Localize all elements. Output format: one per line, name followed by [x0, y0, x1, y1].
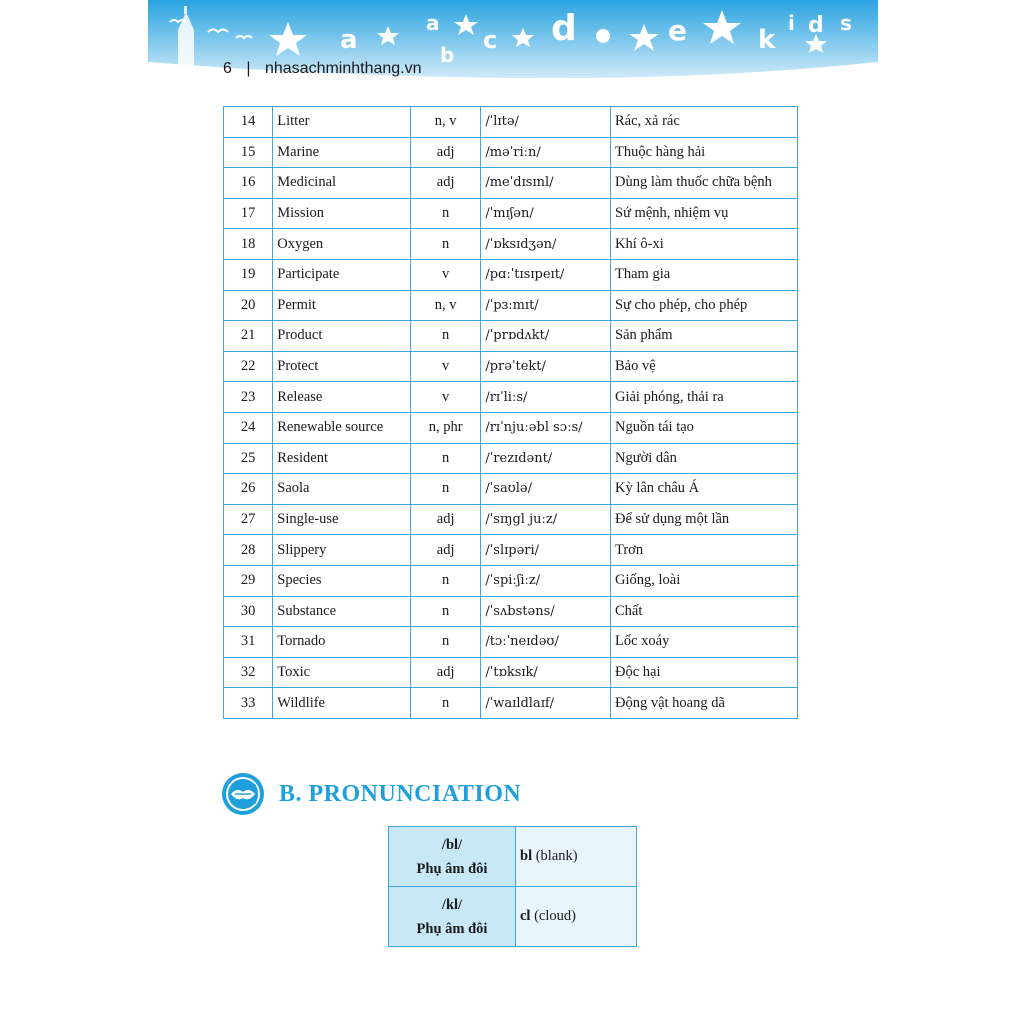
- word: Slippery: [273, 535, 411, 566]
- word: Protect: [273, 351, 411, 382]
- word-type: v: [410, 351, 480, 382]
- row-number: 21: [224, 321, 273, 352]
- row-number: 33: [224, 688, 273, 719]
- word-type: adj: [410, 504, 480, 535]
- ipa-transcription: /ˈrezɪdənt/: [481, 443, 611, 474]
- word: Wildlife: [273, 688, 411, 719]
- sound-cell: [389, 887, 516, 947]
- word-type: adj: [410, 657, 480, 688]
- pron-row: [389, 887, 637, 947]
- row-number: 22: [224, 351, 273, 382]
- svg-text:d: d: [808, 13, 824, 38]
- word: Release: [273, 382, 411, 413]
- vocab-row: [224, 382, 798, 413]
- meaning: Sự cho phép, cho phép: [611, 290, 798, 321]
- header-separator: |: [246, 60, 251, 77]
- row-number: 15: [224, 137, 273, 168]
- vocab-row: [224, 198, 798, 229]
- word: Resident: [273, 443, 411, 474]
- svg-text:i: i: [788, 11, 795, 35]
- example-word: (blank): [532, 848, 578, 864]
- vocab-row: [224, 107, 798, 138]
- row-number: 19: [224, 259, 273, 290]
- meaning: Chất: [611, 596, 798, 627]
- meaning: Kỳ lân châu Á: [611, 474, 798, 505]
- meaning: Dùng làm thuốc chữa bệnh: [611, 168, 798, 199]
- word-type: n, phr: [410, 412, 480, 443]
- meaning: Sản phẩm: [611, 321, 798, 352]
- vocab-row: [224, 535, 798, 566]
- word-type: adj: [410, 137, 480, 168]
- vocab-row: [224, 443, 798, 474]
- ipa-transcription: /ˈmɪʃən/: [481, 198, 611, 229]
- vocab-row: [224, 657, 798, 688]
- word-type: n: [410, 627, 480, 658]
- ipa-transcription: /ˈsʌbstəns/: [481, 596, 611, 627]
- row-number: 17: [224, 198, 273, 229]
- row-number: 24: [224, 412, 273, 443]
- meaning: Giải phóng, thải ra: [611, 382, 798, 413]
- vocab-row: [224, 474, 798, 505]
- book-page: [148, 0, 878, 1024]
- row-number: 31: [224, 627, 273, 658]
- row-number: 18: [224, 229, 273, 260]
- word: Substance: [273, 596, 411, 627]
- page-number: 6: [223, 60, 232, 77]
- vocab-row: [224, 137, 798, 168]
- ipa-transcription: /ˈsɪŋgl juːz/: [481, 504, 611, 535]
- word-type: n, v: [410, 107, 480, 138]
- pron-row: [389, 827, 637, 887]
- ipa-transcription: /məˈriːn/: [481, 137, 611, 168]
- sound: /kl/: [441, 896, 463, 913]
- svg-text:a: a: [426, 11, 440, 35]
- word: Permit: [273, 290, 411, 321]
- ipa-transcription: /ˈprɒdʌkt/: [481, 321, 611, 352]
- vocab-row: [224, 688, 798, 719]
- vocab-row: [224, 627, 798, 658]
- vocab-row: [224, 412, 798, 443]
- meaning: Tham gia: [611, 259, 798, 290]
- word-type: v: [410, 259, 480, 290]
- vocab-row: [224, 565, 798, 596]
- sound-label: Phụ âm đôi: [416, 920, 488, 937]
- word: Participate: [273, 259, 411, 290]
- vocab-row: [224, 229, 798, 260]
- svg-text:e: e: [668, 14, 687, 47]
- word-type: adj: [410, 535, 480, 566]
- word: Species: [273, 565, 411, 596]
- row-number: 28: [224, 535, 273, 566]
- svg-text:k: k: [758, 25, 776, 55]
- word: Renewable source: [273, 412, 411, 443]
- word: Mission: [273, 198, 411, 229]
- ipa-transcription: /ˈsaʊlə/: [481, 474, 611, 505]
- word: Tornado: [273, 627, 411, 658]
- ipa-transcription: /ˈwaɪldlaɪf/: [481, 688, 611, 719]
- speaker-lips-icon: [221, 770, 267, 818]
- ipa-transcription: /rɪˈnjuːəbl sɔːs/: [481, 412, 611, 443]
- ipa-transcription: /ˈpɜːmɪt/: [481, 290, 611, 321]
- word-type: n, v: [410, 290, 480, 321]
- svg-text:d: d: [551, 8, 577, 49]
- meaning: Thuộc hàng hải: [611, 137, 798, 168]
- vocab-row: [224, 351, 798, 382]
- word: Single-use: [273, 504, 411, 535]
- ipa-transcription: /meˈdɪsɪnl/: [481, 168, 611, 199]
- word-type: n: [410, 474, 480, 505]
- word: Marine: [273, 137, 411, 168]
- word-type: n: [410, 229, 480, 260]
- meaning: Khí ô-xi: [611, 229, 798, 260]
- row-number: 32: [224, 657, 273, 688]
- site-name: nhasachminhthang.vn: [264, 60, 422, 77]
- sound-label: Phụ âm đôi: [416, 860, 488, 877]
- sound: /bl/: [441, 836, 463, 853]
- ipa-transcription: /ˈɒksɪdʒən/: [481, 229, 611, 260]
- word: Litter: [273, 107, 411, 138]
- example-word: (cloud): [530, 908, 576, 924]
- word-type: v: [410, 382, 480, 413]
- word-type: n: [410, 688, 480, 719]
- meaning: Độc hại: [611, 657, 798, 688]
- row-number: 30: [224, 596, 273, 627]
- example-letters: bl: [520, 848, 533, 864]
- vocab-row: [224, 504, 798, 535]
- pronunciation-heading: [221, 770, 521, 818]
- row-number: 29: [224, 565, 273, 596]
- word-type: n: [410, 321, 480, 352]
- row-number: 20: [224, 290, 273, 321]
- section-title: B. PRONUNCIATION: [279, 780, 522, 807]
- word: Oxygen: [273, 229, 411, 260]
- ipa-transcription: /ˈlɪtə/: [481, 107, 611, 138]
- row-number: 16: [224, 168, 273, 199]
- row-number: 23: [224, 382, 273, 413]
- word: Saola: [273, 474, 411, 505]
- svg-text:a: a: [340, 25, 358, 55]
- ipa-transcription: /ˈspiːʃiːz/: [481, 565, 611, 596]
- meaning: Động vật hoang dã: [611, 688, 798, 719]
- svg-text:b: b: [440, 43, 455, 67]
- word: Toxic: [273, 657, 411, 688]
- vocabulary-table: [223, 106, 798, 719]
- word-type: n: [410, 198, 480, 229]
- word-type: n: [410, 596, 480, 627]
- word: Medicinal: [273, 168, 411, 199]
- meaning: Người dân: [611, 443, 798, 474]
- ipa-transcription: /tɔːˈneɪdəʊ/: [481, 627, 611, 658]
- vocab-row: [224, 259, 798, 290]
- word-type: n: [410, 565, 480, 596]
- word: Product: [273, 321, 411, 352]
- vocab-row: [224, 290, 798, 321]
- vocab-row: [224, 321, 798, 352]
- vocab-row: [224, 168, 798, 199]
- meaning: Trơn: [611, 535, 798, 566]
- example-letters: cl: [520, 908, 531, 924]
- row-number: 14: [224, 107, 273, 138]
- example-cell: [516, 827, 637, 887]
- row-number: 26: [224, 474, 273, 505]
- ipa-transcription: /pɑːˈtɪsɪpeɪt/: [481, 259, 611, 290]
- ipa-transcription: /ˈtɒksɪk/: [481, 657, 611, 688]
- word-type: adj: [410, 168, 480, 199]
- svg-text:s: s: [840, 11, 852, 35]
- page-header: [223, 60, 422, 78]
- meaning: Sứ mệnh, nhiệm vụ: [611, 198, 798, 229]
- row-number: 27: [224, 504, 273, 535]
- vocab-row: [224, 596, 798, 627]
- pronunciation-table: [388, 826, 637, 947]
- flower-icon: [596, 29, 610, 43]
- meaning: Để sử dụng một lần: [611, 504, 798, 535]
- meaning: Nguồn tái tạo: [611, 412, 798, 443]
- row-number: 25: [224, 443, 273, 474]
- sound-cell: [389, 827, 516, 887]
- meaning: Giống, loài: [611, 565, 798, 596]
- meaning: Bảo vệ: [611, 351, 798, 382]
- ipa-transcription: /rɪˈliːs/: [481, 382, 611, 413]
- ipa-transcription: /ˈslɪpəri/: [481, 535, 611, 566]
- svg-text:c: c: [483, 26, 498, 54]
- example-cell: [516, 887, 637, 947]
- word-type: n: [410, 443, 480, 474]
- ipa-transcription: /prəˈtekt/: [481, 351, 611, 382]
- meaning: Rác, xả rác: [611, 107, 798, 138]
- meaning: Lốc xoáy: [611, 627, 798, 658]
